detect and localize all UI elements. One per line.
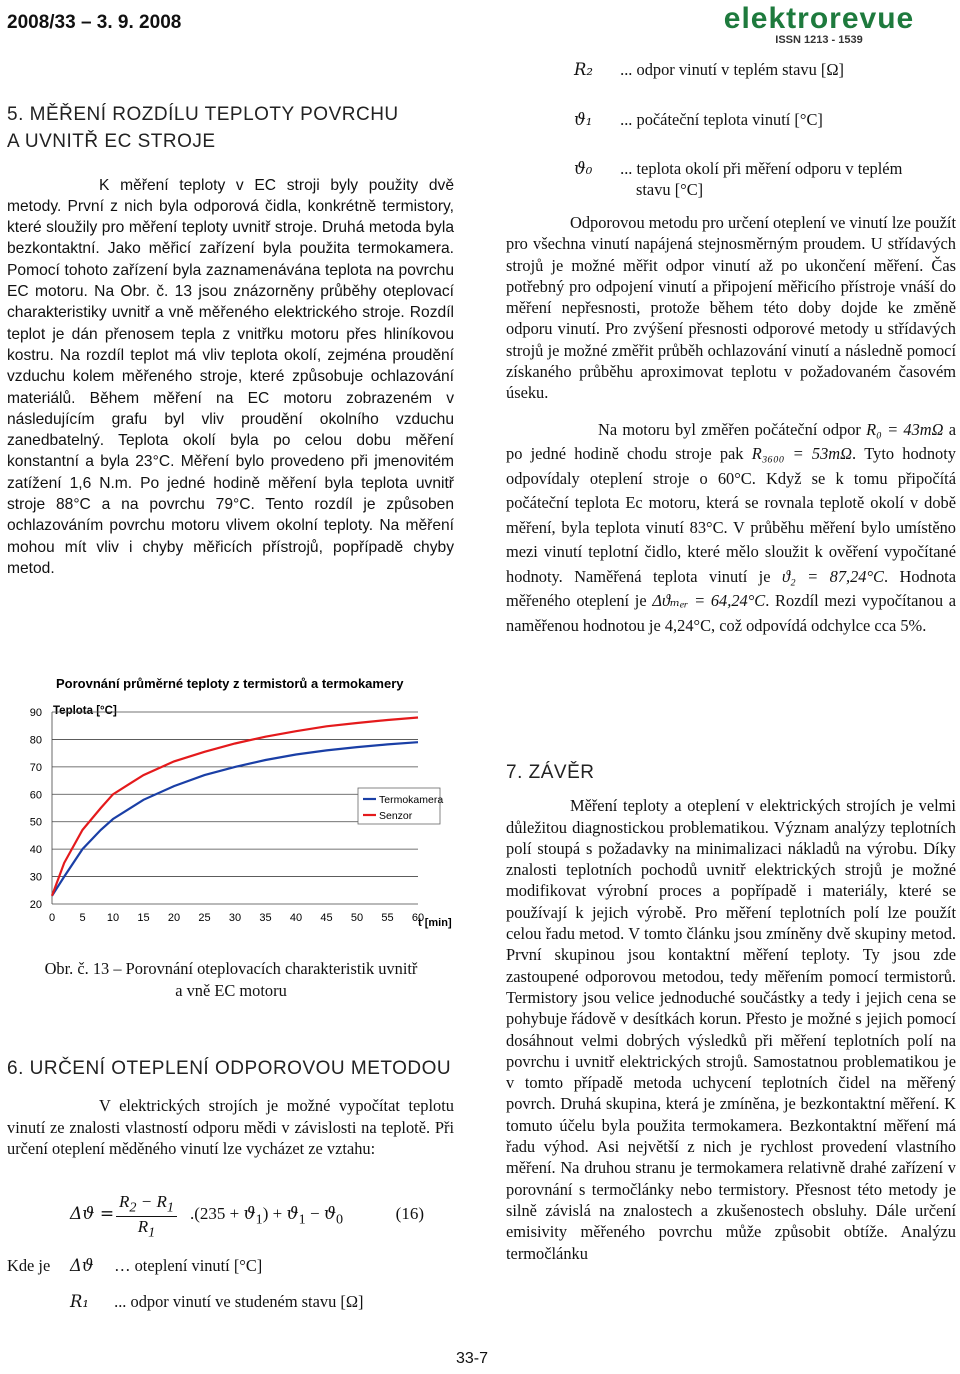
chart-x-tick-label: 30: [228, 912, 242, 924]
measurement-text-b: a po jedné hodině chodu stroje pak: [506, 419, 956, 464]
measurement-text-a: Na motoru byl změřen počáteční odpor: [598, 419, 861, 439]
chart-x-tick-label: 25: [198, 912, 211, 924]
chart-x-tick-label: 45: [320, 912, 333, 924]
r3600-value: R₃₆₀₀ = 53mΩ: [751, 444, 852, 464]
chart-title: Porovnání průměrné teploty z termistorů a termokamery: [56, 676, 404, 691]
measurement-text-c: . Tyto hodnoty odpovídaly oteplení stroje o 60°C. Když se k tomu připočítá počáteční teplota Ec motoru, která se rovnala teplotě okolí v době měření, byla teplota vinutí 83°C. V průběhu měření bylo umístěno mezi vinutí teplotní čidlo, které mělo sloužit k ověření vypočítané hodnoty. Naměřená teplota vinutí je: [506, 444, 956, 586]
chart-x-tick-label: 10: [106, 912, 120, 924]
definition-5-text-cont: stavu [°C]: [636, 180, 704, 199]
dt-mer-value: Δϑₘₑᵣ = 64,24°C: [652, 591, 766, 611]
definition-1: [70, 1256, 262, 1276]
definition-4: [574, 110, 823, 130]
definition-3: [574, 60, 844, 80]
chart-x-tick-label: 55: [381, 912, 394, 924]
definition-5-symbol: ϑ₀: [574, 159, 593, 178]
chart-x-tick-label: 5: [79, 912, 86, 924]
chart-x-tick-label: 40: [289, 912, 303, 924]
chart-y-tick-label: 60: [29, 789, 42, 802]
definition-2-symbol: R₁: [70, 1292, 89, 1311]
chart-legend-label-1: Termokamera: [379, 794, 444, 806]
chart-legend-label-2: Senzor: [379, 810, 413, 822]
definition-1-symbol: Δϑ: [70, 1256, 94, 1275]
section-6-paragraph: V elektrických strojích je možné vypočítat teplotu vinutí ze znalosti vlastností odporu mědi v závislosti na teplotě. Při určení oteplení měděného vinutí lze vycházet ze vztahu:: [7, 1096, 454, 1158]
temperature-chart: [6, 668, 460, 932]
section-5-paragraph: K měření teploty v EC stroji byly použity dvě metody. První z nich byla odporová čidla, konkrétně termistory, které sloužily pro měření teploty uvnitř stroje. Druhá metoda byla bezkontaktní. Jako měřicí zařízení byla použita termokamera. Pomocí tohoto zařízení byla zaznamenávána teplota na povrchu EC motoru. Na Obr. č. 13 jsou znázorněny průběhy oteplovací charakteristiky uvnitř a vně měřeného elektrického stroje. Rozdíl teplot je dán přenosem tepla z vnitřku motoru přes hliníkovou kostru. Na rozdíl teplot má vliv teplota okolí, zejména proudění vzduchu kolem měřeného stroje, které způsobuje ochlazování materiálů. Během měření na EC motoru zobrazeném v následujícím grafu byl vliv proudění okolního vzduchu zanedbatelný. Teplota okolí byla po celou dobu měření konstantní a byla 23°C. Měření bylo provedeno při jmenovitém zatížení 1,6 N.m. Po jedné hodině měření byla teplota uvnitř stroje 88°C a na povrchu 79°C. Tento rozdíl je způsoben ochlazováním povrchu motoru vlivem okolní teploty. Na měření mohou mít vliv i chyby měřicích přístrojů, popřípadě chyby metod.: [7, 176, 454, 577]
chart-x-tick-label: 15: [137, 912, 150, 924]
chart-x-tick-label: 20: [167, 912, 181, 924]
section-7: [506, 762, 956, 1264]
section-6: [7, 1058, 454, 1159]
definition-2-text: ... odpor vinutí ve studeném stavu [Ω]: [114, 1292, 364, 1311]
definition-1-text: … oteplení vinutí [°C]: [114, 1256, 263, 1275]
issue-header: 2008/33 – 3. 9. 2008: [7, 12, 182, 33]
equation-number: (16): [395, 1204, 424, 1223]
chart-y-tick-label: 40: [29, 844, 42, 857]
section-5-title-line1: 5. MĚŘENÍ ROZDÍLU TEPLOTY POVRCHU: [7, 104, 399, 125]
section-5-title-line2: A UVNITŘ EC STROJE: [7, 131, 216, 153]
figure-caption: [7, 958, 455, 1002]
figure-caption-line2: a vně EC motoru: [175, 981, 287, 1000]
odporova-metoda-paragraph: Odporovou metodu pro určení oteplení ve vinutí lze použít pro všechna vinutí napájená stejnosměrným proudem. U střídavých strojů je možné měřit odpor vinutí až po ukončení měření. Čas potřebný pro odpojení vinutí a připojení měřicího přístroje vnáší do měření nepřesnosti, protože během této doby dojde ke změně odporu vinutí. Pro zvýšení přesnosti odporové metody u střídavých strojů je možné změřit průběh ochlazování vinutí a následně pomocí získaného průběhu aproximovat teplotu v požadovaném časovém úseku.: [506, 213, 956, 403]
definition-5: [574, 158, 902, 200]
measurement-text-d: . Hodnota měřeného oteplení je: [506, 566, 956, 611]
page-number: 33-7: [456, 1350, 489, 1367]
chart-y-tick-label: 70: [29, 761, 42, 774]
r0-value: R₀ = 43mΩ: [866, 419, 944, 439]
definition-3-text: ... odpor vinutí v teplém stavu [Ω]: [620, 60, 844, 79]
equation-16: Δϑ = $\frac{R_2 - R_1}{R_1}$ $.(235 + ϑ_1) + ϑ_1 - ϑ_0$ (16): [70, 1192, 424, 1241]
definition-5-text: ... teplota okolí při měření odporu v teplém: [620, 159, 903, 178]
chart-x-tick-label: 60: [411, 912, 425, 924]
definition-3-symbol: R₂: [574, 60, 593, 79]
t2-value: ϑ₂ = 87,24°C: [781, 566, 884, 586]
measurement-paragraph: [506, 418, 956, 639]
section-7-paragraph: Měření teploty a oteplení v elektrických strojích je velmi důležitou diagnostickou problematikou. Význam analýzy teplotních polí stoupá s požadavky na minimalizaci nákladů na výrobu. Díky znalosti teplotních pochodů uvnitř elektrických strojů je možné modifikovat výrobní proces a popřípadě i materiály, které se používají k jejich výrobě. Pro měření teplotních polí lze použít celou řadu metod. V tomto článku jsou zmíněny dvě skupiny metod. První skupinou jsou kontaktní měření teploty. Ty jsou zde zastoupené odporovou metodou, tedy měřením pomocí termistorů. Termistory jsou velice jednoduché součástky a tedy i jejich cena se pohybuje řádově v desítkách korun. Přesto je možné s jejich pomocí dosáhnout velmi dobrých výsledků při měření teplotních polí na povrchu i uvnitř elektrických strojů. Samostatnou problematikou je v tomto případě metoda uchycení teplotních čidel na měřený povrch. Druhá skupina, která je zmíněna, je bezkontaktní měření. K tomuto účelu byla použita termokamera. Bezkontaktní měření má řadu výhod. Asi největší z nich je rychlost provedení vlastního měření. Na druhou stranu je termokamera relativně drahé zařízení v porovnání s termočlánky nebo termistory. Přesnost této metody je silně závislá na znalostech a zkušenostech obsluhy. Dále určení emisivity měřeného povrchu může způsobit obtíže. Analýzu termočlánku: [506, 796, 956, 1263]
chart-x-tick-label: 0: [48, 912, 56, 924]
logo-wordmark: elektrorevue: [723, 2, 915, 35]
chart-y-label: Teplota [°C]: [53, 705, 117, 717]
section-6-right: [506, 212, 956, 638]
journal-logo: [704, 4, 934, 46]
section-5: [7, 104, 454, 579]
measurement-text-e: . Rozdíl mezi vypočítanou a naměřenou hodnotou je 4,24°C, což odpovídá odchylce cca 5%.: [506, 591, 956, 635]
definition-4-text: ... počáteční teplota vinutí [°C]: [620, 110, 823, 129]
issn: ISSN 1213 - 1539: [775, 34, 863, 46]
chart-x-label: t [min]: [418, 917, 452, 929]
section-7-title: 7. ZÁVĚR: [506, 762, 595, 783]
chart-x-tick-label: 50: [350, 912, 364, 924]
chart-y-tick-label: 80: [29, 734, 42, 747]
figure-caption-line1: Obr. č. 13 – Porovnání oteplovacích charakteristik uvnitř: [44, 959, 418, 978]
chart-y-tick-label: 90: [29, 707, 42, 719]
kde-je-label: Kde je: [7, 1256, 51, 1275]
chart-y-tick-label: 30: [29, 871, 42, 884]
chart-x-tick-label: 35: [259, 912, 272, 924]
chart-y-tick-label: 20: [29, 899, 42, 911]
section-6-title: 6. URČENÍ OTEPLENÍ ODPOROVOU METODOU: [7, 1058, 452, 1079]
definition-4-symbol: ϑ₁: [574, 110, 593, 129]
chart-y-tick-label: 50: [29, 816, 42, 829]
definition-2: [70, 1292, 363, 1312]
